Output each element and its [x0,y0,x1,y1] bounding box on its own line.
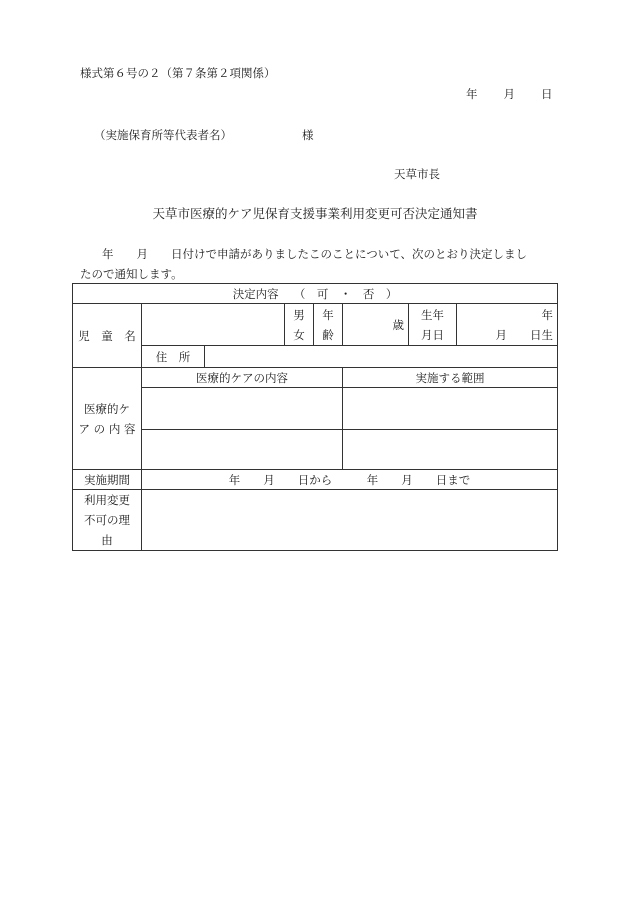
care-range-field[interactable] [343,430,558,470]
care-label-bottom: ア の 内 容 [78,421,136,436]
care-row [73,388,558,430]
address-row [73,346,558,368]
notice-body [80,244,556,284]
child-name-label: 児 童 名 [73,304,142,368]
gender-label-female: 女 [293,327,305,342]
care-content-header: 医療的ケアの内容 [142,368,343,388]
birthdate-month-day: 月 日生 [495,327,554,342]
notice-body-line-2: たので通知します。 [80,267,183,281]
child-row [73,304,558,346]
addressee-suffix: 様 [302,128,314,142]
issue-date [466,86,553,102]
reason-label-line-2: 不可の理 [84,513,130,527]
date-month: 月 [503,87,515,101]
gender-label-male: 男 [293,307,305,322]
birthdate-label-top: 生年 [421,307,444,322]
date-day: 日 [541,87,553,101]
care-content-field[interactable] [142,388,343,430]
birthdate-year: 年 [541,307,554,322]
care-range-header: 実施する範囲 [343,368,558,388]
period-row [73,470,558,490]
birthdate-label-bottom: 月日 [421,327,444,342]
age-field[interactable] [343,304,409,346]
age-label [314,304,343,346]
care-row [73,430,558,470]
date-year: 年 [466,87,478,101]
gender-label [285,304,314,346]
birthdate-label [409,304,457,346]
address-label: 住 所 [142,346,205,368]
care-content-field[interactable] [142,430,343,470]
reason-label-line-1: 利用変更 [84,493,130,507]
age-label-bottom: 齢 [322,327,334,342]
issuer: 天草市長 [394,167,440,181]
addressee [94,127,314,143]
decision-row [73,284,558,304]
care-label-top: 医療的ケ [84,401,130,416]
decision-form-table [72,283,558,551]
reason-label-line-3: 由 [101,533,113,547]
reason-label [73,490,142,551]
birthdate-field[interactable] [457,304,558,346]
document-title: 天草市医療的ケア児保育支援事業利用変更可否決定通知書 [152,206,478,221]
period-value[interactable]: 年 月 日から 年 月 日まで [142,470,558,490]
care-header-row [73,368,558,388]
age-unit: 歳 [392,317,404,332]
address-field[interactable] [205,346,558,368]
decision-content: 決定内容 （ 可 ・ 否 ） [73,284,558,304]
form-number: 様式第６号の２（第７条第２項関係） [80,66,276,80]
age-label-top: 年 [322,307,334,322]
reason-field[interactable] [142,490,558,551]
period-label: 実施期間 [73,470,142,490]
care-section-label [73,368,142,470]
care-range-field[interactable] [343,388,558,430]
child-name-field[interactable] [142,304,285,346]
addressee-name: （実施保育所等代表者名） [94,128,232,142]
notice-body-line-1: 年 月 日付けで申請がありましたこのことについて、次のとおり決定しまし [102,247,528,261]
reason-row [73,490,558,551]
